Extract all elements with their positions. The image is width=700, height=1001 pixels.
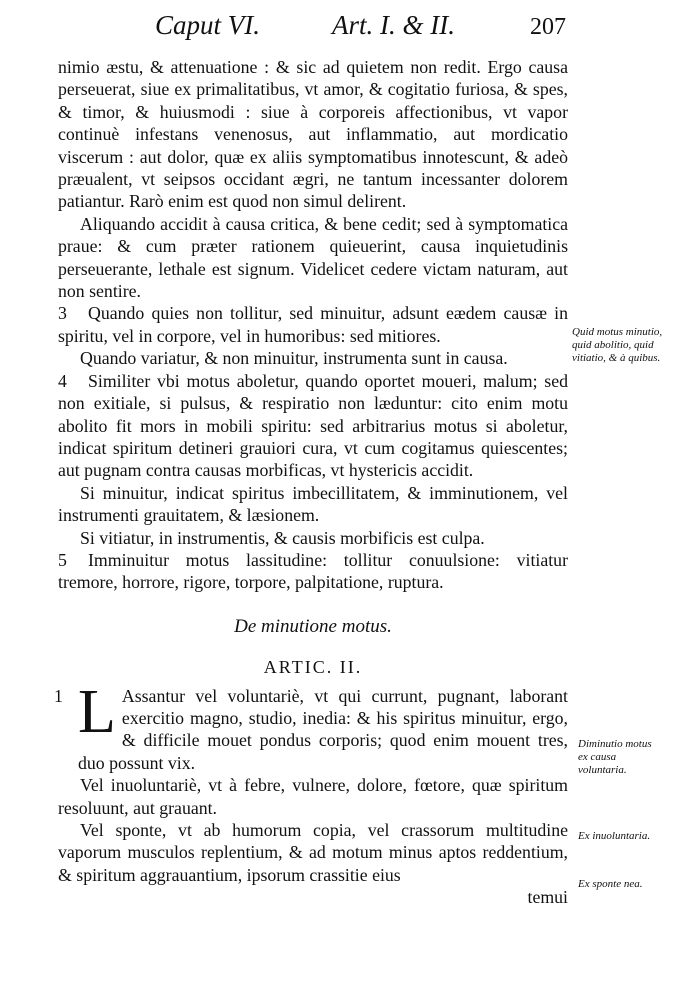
- paragraph-text: Similiter vbi motus aboletur, quando oportet moueri, malum; sed non exitiale, si pulsus, & respiratio non læduntur: cito enim motu abolito fit mors in mobili spiritu: sed arbitrarius motus si aboletur, indicat spiritum detineri grauiori cura, vt cum cogitamus quiescentes; aut pugnam contra causas morbificas, vt hystericis accidit.: [58, 370, 568, 481]
- margin-note-4: Ex sponte nea.: [578, 878, 643, 890]
- page-number: 207: [530, 14, 566, 40]
- main-text: [54, 56, 568, 909]
- paragraph-1: nimio æstu, & attenuatione : & sic ad quietem non redit. Ergo causa perseuerat, siue ex primalitatibus, vt amor, & cogitatio furiosa, & spes, & timor, & huiusmodi : siue à corporeis affectionibus, vt vapor continuè infestans venenosus, aut inflammatio, aut mordicatio viscerum : aut dolor, quæ ex aliis symptomatibus innotescunt, & adeò præualent, vt seipsos occidant ægri, ne tantum incessanter dolorem patiantur. Rarò enim est quod non simul delirent.: [58, 57, 568, 212]
- paragraph-6: Si minuitur, indicat spiritus imbecillitatem, & imminutionem, vel instrumenti grauitatem, & læsionem.: [58, 482, 568, 526]
- margin-note-2: Diminutio motus ex causa voluntaria.: [578, 738, 652, 776]
- paragraph-2: Aliquando accidit à causa critica, & bene cedit; sed à symptomatica praue: & cum præter rationem quieuerint, causa inquietudinis perseuerante, lethale est signum. Videlicet cedere victam naturam, aut non sentire.: [58, 213, 568, 302]
- margin-note-3: Ex inuoluntaria.: [578, 830, 651, 842]
- chapter-heading: Caput VI.: [155, 10, 260, 40]
- article-title: ARTIC. II.: [263, 657, 363, 678]
- paragraph-7: Si vitiatur, in instrumentis, & causis morbificis est culpa.: [80, 527, 485, 548]
- article-heading: Art. I. & II.: [332, 10, 455, 40]
- drop-cap: L: [78, 677, 116, 746]
- section-title: De minutione motus.: [234, 615, 392, 637]
- running-header: [0, 6, 700, 46]
- margin-note-1: Quid motus minutio, quid abolitio, quid vitiatio, & à quibus.: [572, 326, 663, 364]
- paragraph-text: Imminuitur motus lassitudine: tollitur conuulsione: vitiatur tremore, horrore, rigore, torpore, palpitatione, ruptura.: [58, 549, 568, 593]
- paragraph-10: Vel inuoluntariè, vt à febre, vulnere, dolore, fœtore, quæ spiritum resoluunt, aut grauant.: [58, 775, 568, 818]
- paragraph-9: [54, 677, 568, 775]
- paragraph-8: [58, 549, 568, 594]
- catchword: temui: [527, 887, 568, 908]
- paragraph-text: Assantur vel voluntariè, vt qui currunt, pugnant, laborant exercitio magno, studio, inedia: & his spiritus minuitur, ergo, & difficile mouet pondus corporis; quod enim mouent tres, duo possunt vix.: [78, 685, 568, 773]
- paragraph-number: 1: [54, 685, 63, 706]
- paragraph-3: [58, 302, 568, 347]
- paragraph-11: Vel sponte, vt ab humorum copia, vel crassorum multitudine vaporum musculos replentium, & ad motum minus aptos reddentium, & spiritum aggrauantium, ipsorum crassitie eius: [58, 820, 568, 885]
- paragraph-number: 4: [58, 370, 67, 391]
- paragraph-number: 3: [58, 303, 67, 324]
- paragraph-text: Quando quies non tollitur, sed minuitur, adsunt eædem causæ in spiritu, vel in corpore, vel in humoribus: sed mitiores.: [58, 303, 568, 346]
- paragraph-number: 5: [58, 549, 67, 570]
- paragraph-4: Quando variatur, & non minuitur, instrumenta sunt in causa.: [80, 348, 508, 369]
- paragraph-5: [58, 370, 568, 482]
